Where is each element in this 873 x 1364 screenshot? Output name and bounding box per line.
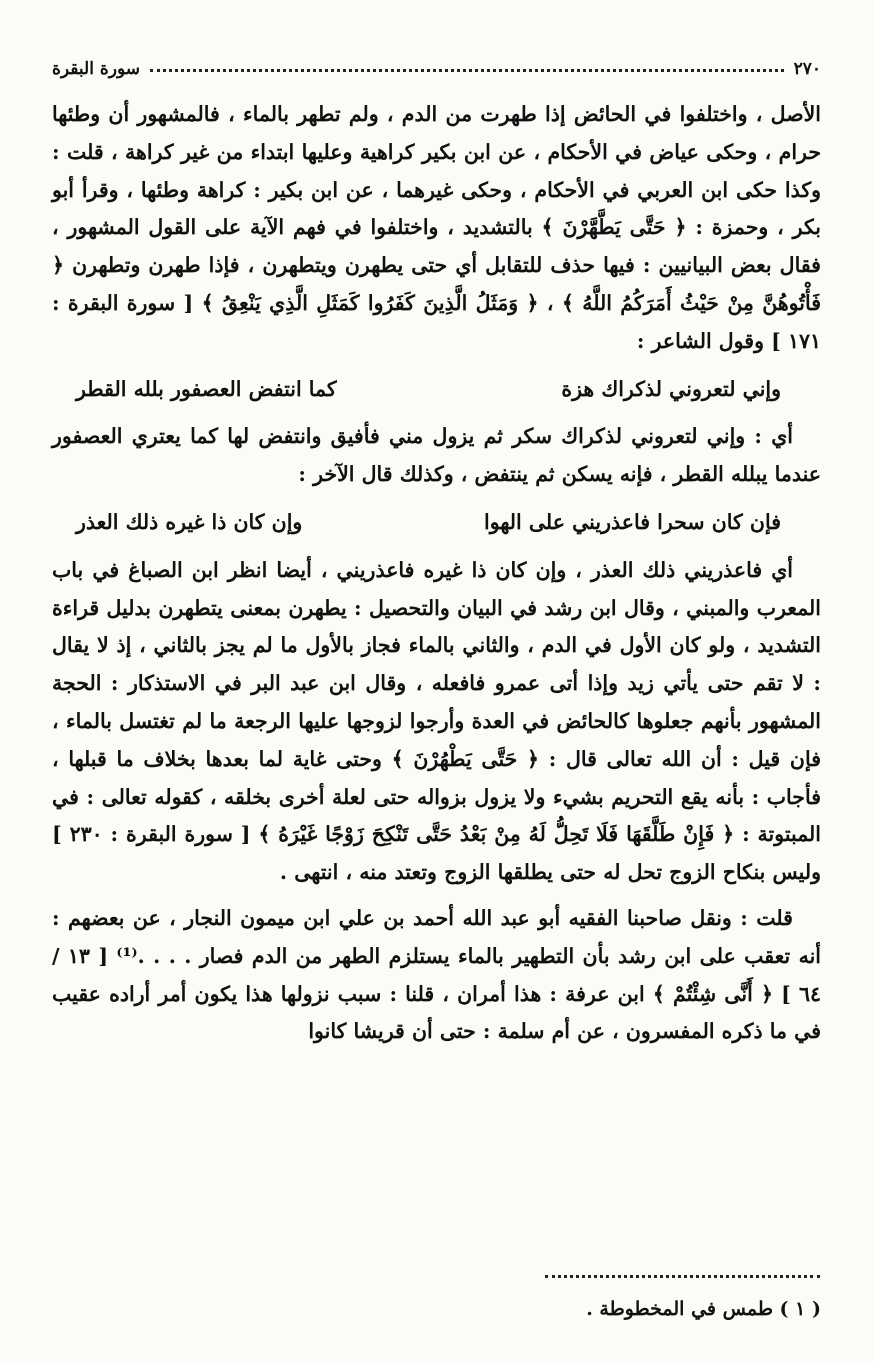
sura-title: سورة البقرة (52, 59, 140, 79)
verse-1-first-hemistich: وإني لتعروني لذكراك هزة (561, 376, 781, 401)
paragraph-2: أي : وإني لتعروني لذكراك سكر ثم يزول مني فأفيق وانتفض لها كما يعتري العصفور عندما يبلله القطر ، فإنه يسكن ثم ينتفض ، وكذلك قال الآخر : (52, 424, 821, 487)
footnote-separator (545, 1275, 820, 1278)
paragraph-4: قلت : ونقل صاحبنا الفقيه أبو عبد الله أحمد بن علي ابن ميمون النجار ، عن بعضهم : أنه تعقب على ابن رشد بأن التطهير بالماء يستلزم الطهر من الدم فصار . . . .⁽¹⁾ [ ١٣ / ٦٤ ] ﴿ أَنَّى شِئْتُمْ ﴾ ابن عرفة : هذا أمران ، قلنا : سبب نزولها هذا يكون أمر أراده عقيب في ما ذكره المفسرون ، عن أم سلمة : حتى أن قريشا كانوا (52, 905, 821, 1044)
poetry-verse-2 (52, 494, 821, 552)
header-dotted-rule (150, 63, 784, 72)
page-number: ٢٧٠ (793, 59, 821, 79)
footnote-1: ( ١ ) طمس في المخطوطة . (586, 1298, 821, 1320)
verse-2-second-hemistich: وإن كان ذا غيره ذلك العذر (76, 509, 303, 534)
verse-2-first-hemistich: فإن كان سحرا فاعذريني على الهوا (484, 509, 781, 534)
main-text (52, 96, 821, 1051)
verse-1-second-hemistich: كما انتفض العصفور بلله القطر (76, 376, 337, 401)
paragraph-3: أي فاعذريني ذلك العذر ، وإن كان ذا غيره فاعذريني ، أيضا انظر ابن الصباغ في باب المعرب والمبني ، وقال ابن رشد في البيان والتحصيل : يطهرن بمعنى يتطهرن بدليل قراءة التشديد ، ولو كان الأول في الدم ، والثاني بالماء فجاز بالأول ما لم يجز بالثاني ، إذ لا يقال : لا تقم حتى يأتي زيد وإذا أتى عمرو فافعله ، وقال ابن عبد البر في الاستذكار : الحجة المشهور بأنهم جعلوها كالحائض في العدة وأرجوا لزوجها عليها الرجعة ما لم تغتسل بالماء ، فإن قيل : أن الله تعالى قال : ﴿ حَتَّى يَطْهُرْنَ ﴾ وحتى غاية لما بعدها بخلاف ما قبلها ، فأجاب : بأنه يقع التحريم بشيء ولا يزول بزواله حتى لعلة أخرى بخلقه ، كقوله تعالى : في المبتوتة : ﴿ فَإِنْ طَلَّقَهَا فَلَا تَحِلُّ لَهُ مِنْ بَعْدُ حَتَّى تَنْكِحَ زَوْجًا غَيْرَهُ ﴾ [ سورة البقرة : ٢٣٠ ] وليس بنكاح الزوج تحل له حتى يطلقها الزوج وتعتد منه ، انتهى . (52, 557, 821, 885)
paragraph-1: الأصل ، واختلفوا في الحائض إذا طهرت من الدم ، ولم تطهر بالماء ، فالمشهور أن وطئها حرام ، وحكى عياض في الأحكام ، عن ابن بكير كراهية وعليها ابتداء من غير كراهة ، قلت : وكذا حكى ابن العربي في الأحكام ، وحكى غيرهما ، عن ابن بكير : كراهة وطئها ، وقرأ أبو بكر ، وحمزة : ﴿ حَتَّى يَطَّهَّرْنَ ﴾ بالتشديد ، واختلفوا في فهم الآية على القول المشهور ، فقال بعض البيانيين : فيها حذف للتقابل أي حتى يطهرن ويتطهرن ، فإذا طهرن وتطهرن ﴿ فَأْتُوهُنَّ مِنْ حَيْثُ أَمَرَكُمُ اللَّهُ ﴾ ، ﴿ وَمَثَلُ الَّذِينَ كَفَرُوا كَمَثَلِ الَّذِي يَنْعِقُ ﴾ [ سورة البقرة : ١٧١ ] وقول الشاعر : (52, 102, 821, 353)
poetry-verse-1 (52, 361, 821, 419)
page-header (52, 56, 821, 82)
